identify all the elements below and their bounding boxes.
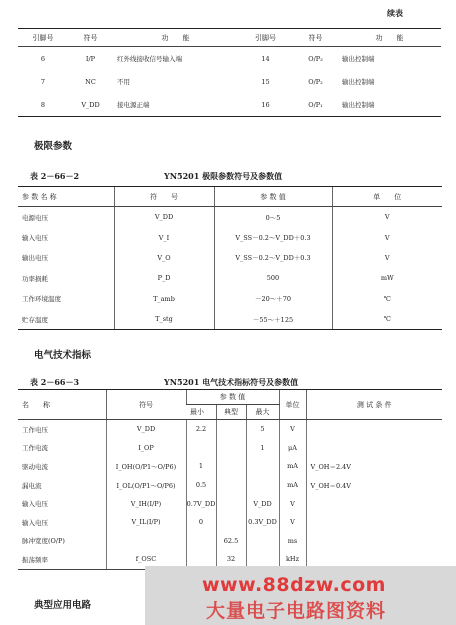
elec-header-symbol: 符号 [106, 390, 186, 420]
elec-table-cell [306, 532, 442, 551]
pin-table-row [18, 47, 441, 71]
elec-table-cell: V_IH(I/P) [106, 494, 186, 513]
pin-table-cell: 14 [261, 54, 270, 63]
elec-table-cell: 5 [246, 420, 279, 439]
elec-table-cell [216, 457, 246, 476]
elec-table-row [18, 420, 442, 439]
pin-header-cell: 引脚号 [238, 29, 293, 47]
pin-table-cell: 接电源正端 [113, 93, 238, 117]
elec-table-cell: I_OL(O/P1～O/P6) [106, 476, 186, 495]
limit-table-cell: 输入电压 [22, 234, 48, 243]
pin-table-cell: NC [85, 77, 96, 86]
pin-header-cell: 符号 [68, 29, 113, 47]
elec-table-cell [186, 439, 216, 458]
elec-table-cell: V_IL(I/P) [106, 513, 186, 532]
limit-table-row [18, 227, 442, 247]
pin-header-cell: 功 能 [338, 29, 441, 47]
limit-table-row [18, 289, 442, 309]
watermark-text: 大量电子电路图资料 [206, 600, 387, 622]
application-circuit-heading: 典型应用电路 [34, 600, 92, 611]
pin-function-table [18, 28, 441, 117]
elec-table-cell: 1 [246, 439, 279, 458]
limit-table-title: YN5201 极限参数符号及参数值 [164, 171, 283, 181]
elec-table-cell: 振荡频率 [18, 550, 106, 569]
elec-table-cell: 输入电压 [22, 518, 48, 527]
elec-spec-heading: 电气技术指标 [34, 350, 92, 361]
limit-table-cell: V_O [114, 248, 214, 268]
elec-table-row [18, 476, 442, 495]
elec-table-cell [216, 420, 246, 439]
elec-table-cell: 输入电压 [22, 500, 48, 509]
elec-table-cell: V [279, 513, 306, 532]
elec-table-body [18, 420, 442, 570]
elec-table-cell: I_OP [106, 439, 186, 458]
elec-table-cell [216, 439, 246, 458]
pin-table-body [18, 47, 441, 117]
pin-table-cell: I/P [85, 54, 96, 63]
pin-table-cell: O/P₁ [293, 93, 338, 117]
pin-table-cell: 不用 [117, 78, 130, 86]
limit-table-row [18, 207, 442, 228]
elec-table-cell: 32 [216, 550, 246, 569]
elec-table-cell [306, 513, 442, 532]
elec-table-cell: V_DD [106, 420, 186, 439]
pin-table-cell: V_DD [68, 93, 113, 117]
pin-table-cell: 输出控制端 [342, 55, 375, 63]
limit-table-cell: V_I [114, 227, 214, 247]
elec-header-unit: 单位 [279, 390, 306, 420]
pin-table-header [18, 29, 441, 47]
elec-table-cell: 0 [186, 513, 216, 532]
limit-table-body [18, 207, 442, 330]
pin-table-cell: O/P₂ [308, 77, 323, 86]
pin-header-cell: 符号 [293, 29, 338, 47]
limit-table-cell: 500 [214, 268, 332, 288]
elec-table-cell [216, 494, 246, 513]
elec-table-cell: ms [279, 532, 306, 551]
elec-table-cell [216, 513, 246, 532]
limit-table-cell: 0～5 [214, 207, 332, 228]
elec-table-row [18, 494, 442, 513]
limit-table-cell: V [332, 248, 442, 268]
limit-table-cell: V [332, 227, 442, 247]
limit-table-cell: mW [332, 268, 442, 288]
limit-table-cell: V_DD [114, 207, 214, 228]
watermark-url: www.88dzw.com [202, 574, 386, 596]
elec-table-title: YN5201 电气技术指标符号及参数值 [164, 377, 299, 387]
elec-table-cell: 0.5 [186, 476, 216, 495]
elec-table-cell: kHz [279, 550, 306, 569]
pin-header-cell: 功 能 [113, 29, 238, 47]
limit-table-cell: P_D [114, 268, 214, 288]
elec-table-header-row-1 [18, 390, 442, 405]
limit-table-cell: 输出电压 [22, 254, 48, 263]
elec-table-number: 表 2－66－3 [30, 377, 80, 387]
limit-header-cell: 符 号 [114, 187, 214, 207]
limit-params-table [18, 186, 442, 330]
pin-header-cell: 引脚号 [18, 29, 68, 47]
elec-table-cell: V_OH＝0.4V [306, 476, 442, 495]
limit-header-cell: 参 数 值 [214, 187, 332, 207]
limit-table-row [18, 268, 442, 288]
elec-table-cell: I_OH(O/P1～O/P6) [106, 457, 186, 476]
pin-table-row [18, 70, 441, 93]
limit-table-cell: 贮存温度 [18, 309, 114, 330]
elec-header-min: 最小 [186, 405, 216, 420]
limit-table-cell: 电源电压 [22, 213, 48, 222]
elec-table-cell [246, 476, 279, 495]
limit-table-row [18, 309, 442, 330]
pin-table-cell: 7 [40, 77, 46, 86]
limit-header-cell: 参 数 名 称 [18, 187, 114, 207]
pin-table-cell: 16 [238, 93, 293, 117]
elec-table-cell [246, 457, 279, 476]
pin-table-cell: 输出控制端 [338, 93, 441, 117]
elec-table-cell: 工作电流 [22, 444, 48, 453]
limit-table-cell: V_SS－0.2～V_DD＋0.3 [214, 227, 332, 247]
elec-table-cell: mA [279, 476, 306, 495]
continued-label: 续表 [387, 8, 403, 18]
elec-table-cell [246, 532, 279, 551]
elec-table-cell: 工作电压 [22, 425, 48, 434]
elec-table-cell: 漏电流 [22, 481, 42, 490]
pin-table-cell: 输出控制端 [342, 78, 375, 86]
elec-table-cell: 0.7V_DD [186, 494, 216, 513]
limit-table-cell: V_SS－0.2～V_DD＋0.3 [214, 248, 332, 268]
elec-table-cell [106, 532, 186, 551]
elec-table-cell: 驱动电流 [22, 462, 48, 471]
limit-table-cell: ℃ [332, 289, 442, 309]
elec-table-cell: V_DD [246, 494, 279, 513]
elec-table-row [18, 513, 442, 532]
limit-table-number: 表 2－66－2 [30, 171, 80, 181]
elec-table-cell: mA [279, 457, 306, 476]
elec-header-typ: 典型 [216, 405, 246, 420]
elec-table-row [18, 457, 442, 476]
limit-table-cell: T_amb [114, 289, 214, 309]
elec-header-max: 最大 [246, 405, 279, 420]
limit-table-cell: 功率损耗 [22, 274, 48, 283]
elec-table-cell: 1 [186, 457, 216, 476]
elec-table-cell: 脉冲宽度(O/P) [22, 537, 65, 546]
elec-header-name: 名 称 [18, 390, 106, 420]
pin-table-cell: 15 [261, 77, 270, 86]
limit-table-cell: 工作环境温度 [22, 295, 61, 304]
elec-table-row [18, 532, 442, 551]
elec-table-cell: V_OH＝2.4V [306, 457, 442, 476]
elec-table-cell [186, 532, 216, 551]
elec-table-cell [306, 439, 442, 458]
elec-table-cell: 0.3V_DD [246, 513, 279, 532]
pin-table-cell: O/P₃ [308, 54, 323, 63]
elec-table-cell [306, 420, 442, 439]
limit-table-cell: T_stg [114, 309, 214, 330]
elec-table-cell: V [279, 494, 306, 513]
pin-table-row [18, 93, 441, 117]
pin-table-cell: 8 [18, 93, 68, 117]
limit-table-cell: ℃ [332, 309, 442, 330]
pin-table-cell: 6 [40, 54, 46, 63]
limit-table-cell: －55～＋125 [214, 309, 332, 330]
elec-table-cell: 2.2 [186, 420, 216, 439]
elec-header-params: 参 数 值 [186, 390, 279, 405]
limit-params-heading: 极限参数 [34, 141, 73, 152]
elec-table-row [18, 439, 442, 458]
limit-table-cell: V [332, 207, 442, 228]
elec-table-cell: 62.5 [216, 532, 246, 551]
pin-table-cell: 红外线接收信号输入端 [117, 55, 182, 63]
elec-table-cell [306, 494, 442, 513]
limit-header-cell: 单 位 [332, 187, 442, 207]
elec-header-cond: 测 试 条 件 [306, 390, 442, 420]
limit-table-cell: －20～＋70 [214, 289, 332, 309]
elec-table-cell [216, 476, 246, 495]
elec-table-cell: f_OSC [106, 550, 186, 569]
elec-spec-table [18, 389, 442, 570]
elec-table-cell: μA [279, 439, 306, 458]
limit-table-header [18, 187, 442, 207]
elec-table-cell: V [279, 420, 306, 439]
limit-table-row [18, 248, 442, 268]
